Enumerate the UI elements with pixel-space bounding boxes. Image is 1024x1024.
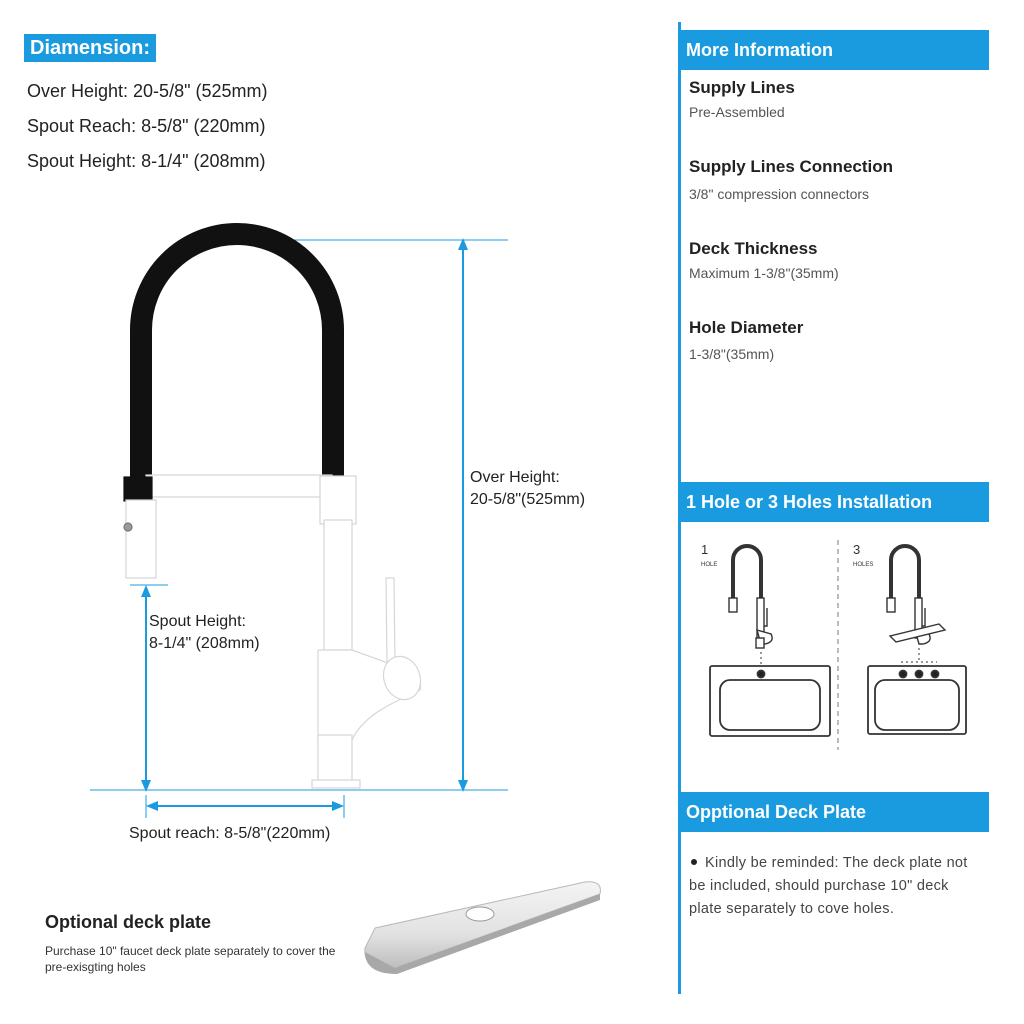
- deck-plate-note: [689, 852, 979, 921]
- three-hole-label: HOLES: [853, 562, 874, 568]
- deck-plate-image: [355, 876, 605, 976]
- spout-reach-arrow: [146, 801, 344, 811]
- info-value-supply-connection: 3/8" compression connectors: [689, 186, 870, 202]
- one-hole-label: HOLE: [701, 562, 718, 568]
- dimension-spout-height: Spout Height: 8-1/4" (208mm): [27, 151, 266, 171]
- spout-height-value: 8-1/4" (208mm): [149, 635, 260, 652]
- dimension-over-height: Over Height: 20-5/8" (525mm): [27, 81, 268, 101]
- installation-diagram: [693, 530, 989, 760]
- info-title-supply-lines: Supply Lines: [689, 78, 795, 97]
- info-value-deck-thickness: Maximum 1-3/8"(35mm): [689, 265, 839, 281]
- one-hole-sink: [710, 666, 830, 736]
- one-hole-number: 1: [701, 542, 709, 557]
- over-height-arrow: [458, 238, 468, 792]
- info-title-hole-diameter: Hole Diameter: [689, 318, 804, 337]
- over-height-label: Over Height:: [470, 469, 560, 486]
- spout-height-label: Spout Height:: [149, 613, 246, 630]
- three-hole-faucet: [887, 546, 945, 644]
- info-title-supply-connection: Supply Lines Connection: [689, 157, 894, 176]
- more-information-header: More Information: [678, 30, 989, 70]
- deck-plate-title: Optional deck plate: [45, 912, 212, 932]
- info-value-supply-lines: Pre-Assembled: [689, 104, 785, 120]
- info-value-hole-diameter: 1-3/8"(35mm): [689, 346, 775, 362]
- one-hole-faucet: [729, 546, 772, 648]
- three-hole-sink: [868, 666, 966, 734]
- faucet: [124, 234, 426, 788]
- spout-reach-label: Spout reach: 8-5/8"(220mm): [129, 825, 331, 842]
- deck-plate-description: Purchase 10" faucet deck plate separately to cover the pre-exisgting holes: [45, 944, 336, 974]
- hose: [141, 234, 333, 477]
- dimension-spout-reach: Spout Reach: 8-5/8" (220mm): [27, 116, 266, 136]
- over-height-value: 20-5/8"(525mm): [470, 491, 586, 508]
- bullet-icon: [691, 859, 697, 865]
- installation-header: 1 Hole or 3 Holes Installation: [678, 482, 989, 522]
- optional-deck-header: Opptional Deck Plate: [678, 792, 989, 832]
- three-hole-number: 3: [853, 542, 861, 557]
- dimension-header: Diamension:: [24, 34, 156, 62]
- deck-plate-note-text: Kindly be reminded: The deck plate not be included, should purchase 10" deck plate separately to cove holes.: [689, 855, 968, 917]
- info-title-deck-thickness: Deck Thickness: [689, 239, 818, 258]
